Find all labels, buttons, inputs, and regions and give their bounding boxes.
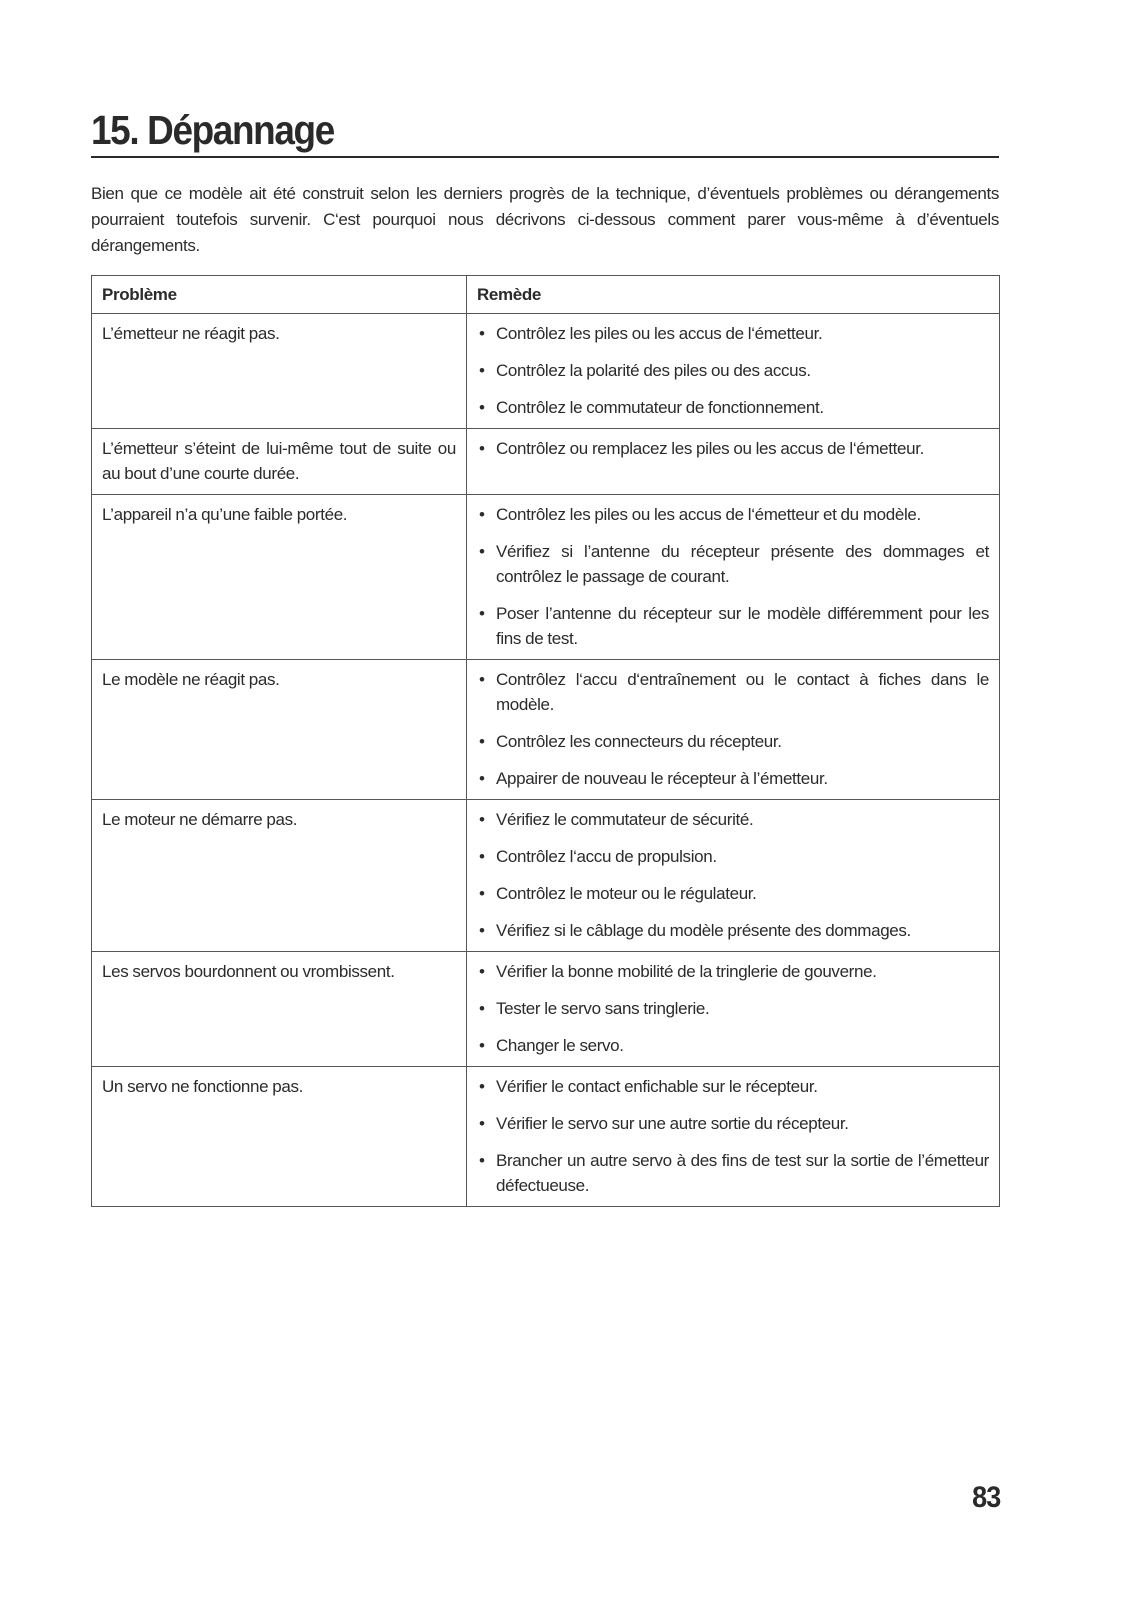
problem-cell: L’appareil n’a qu’une faible portée. (92, 495, 467, 660)
remedy-item: • Vérifier la bonne mobilité de la tringlerie de gouverne. (477, 959, 989, 984)
remedy-item: • Brancher un autre servo à des fins de test sur la sortie de l’émetteur défectueuse. (477, 1148, 989, 1198)
remedy-item: • Changer le servo. (477, 1033, 989, 1058)
remedy-item: • Contrôlez l‘accu de propulsion. (477, 844, 989, 869)
remedy-item: • Contrôlez l‘accu d‘entraînement ou le contact à fiches dans le modèle. (477, 667, 989, 717)
remedy-item: • Contrôlez les piles ou les accus de l‘émetteur et du modèle. (477, 502, 989, 527)
table-row (92, 429, 1000, 495)
problem-cell: L’émetteur s’éteint de lui-même tout de suite ou au bout d’une courte durée. (92, 429, 467, 495)
remedy-cell (467, 660, 1000, 800)
remedy-item: • Contrôlez ou remplacez les piles ou les accus de l‘émetteur. (477, 436, 989, 461)
remedy-item: • Vérifier le servo sur une autre sortie du récepteur. (477, 1111, 989, 1136)
remedy-list (477, 667, 989, 791)
table-row (92, 1067, 1000, 1207)
remedy-list (477, 321, 989, 420)
remedy-list (477, 436, 989, 461)
header-remedy: Remède (467, 276, 1000, 314)
remedy-list (477, 502, 989, 651)
page-title: 15. Dépannage (91, 107, 334, 153)
table-row (92, 660, 1000, 800)
remedy-cell (467, 429, 1000, 495)
remedy-item: • Contrôlez le commutateur de fonctionnement. (477, 395, 989, 420)
table-row (92, 495, 1000, 660)
remedy-list (477, 1074, 989, 1198)
remedy-item: • Vérifiez le commutateur de sécurité. (477, 807, 989, 832)
remedy-item: • Vérifier le contact enfichable sur le récepteur. (477, 1074, 989, 1099)
remedy-cell (467, 1067, 1000, 1207)
problem-cell: Un servo ne fonctionne pas. (92, 1067, 467, 1207)
problem-cell: Le moteur ne démarre pas. (92, 800, 467, 952)
remedy-item: • Tester le servo sans tringlerie. (477, 996, 989, 1021)
problem-cell: Le modèle ne réagit pas. (92, 660, 467, 800)
remedy-cell (467, 495, 1000, 660)
remedy-item: • Contrôlez la polarité des piles ou des accus. (477, 358, 989, 383)
problem-cell: L’émetteur ne réagit pas. (92, 314, 467, 429)
intro-paragraph: Bien que ce modèle ait été construit selon les derniers progrès de la technique, d’éventuels problèmes ou dérangements pourraient toutefois survenir. C‘est pourquoi nous décrivons ci-dessous comment parer vous-même à d’éventuels dérangements. (91, 184, 999, 255)
problem-cell: Les servos bourdonnent ou vrombissent. (92, 952, 467, 1067)
table-body (92, 314, 1000, 1207)
remedy-item: • Vérifiez si le câblage du modèle présente des dommages. (477, 918, 989, 943)
title-rule (91, 156, 999, 158)
remedy-cell (467, 314, 1000, 429)
table-row (92, 314, 1000, 429)
table-row (92, 952, 1000, 1067)
remedy-list (477, 807, 989, 943)
remedy-cell (467, 952, 1000, 1067)
remedy-item: • Contrôlez le moteur ou le régulateur. (477, 881, 989, 906)
remedy-item: • Contrôlez les connecteurs du récepteur. (477, 729, 989, 754)
remedy-item: • Contrôlez les piles ou les accus de l‘émetteur. (477, 321, 989, 346)
page-number: 83 (971, 1481, 1000, 1514)
remedy-list (477, 959, 989, 1058)
table-row (92, 800, 1000, 952)
troubleshooting-table (91, 275, 1000, 1207)
remedy-item: • Poser l’antenne du récepteur sur le modèle différemment pour les fins de test. (477, 601, 989, 651)
table-header-row (92, 276, 1000, 314)
remedy-item: • Appairer de nouveau le récepteur à l’émetteur. (477, 766, 989, 791)
remedy-cell (467, 800, 1000, 952)
remedy-item: • Vérifiez si l’antenne du récepteur présente des dommages et contrôlez le passage de courant. (477, 539, 989, 589)
header-problem: Problème (92, 276, 467, 314)
